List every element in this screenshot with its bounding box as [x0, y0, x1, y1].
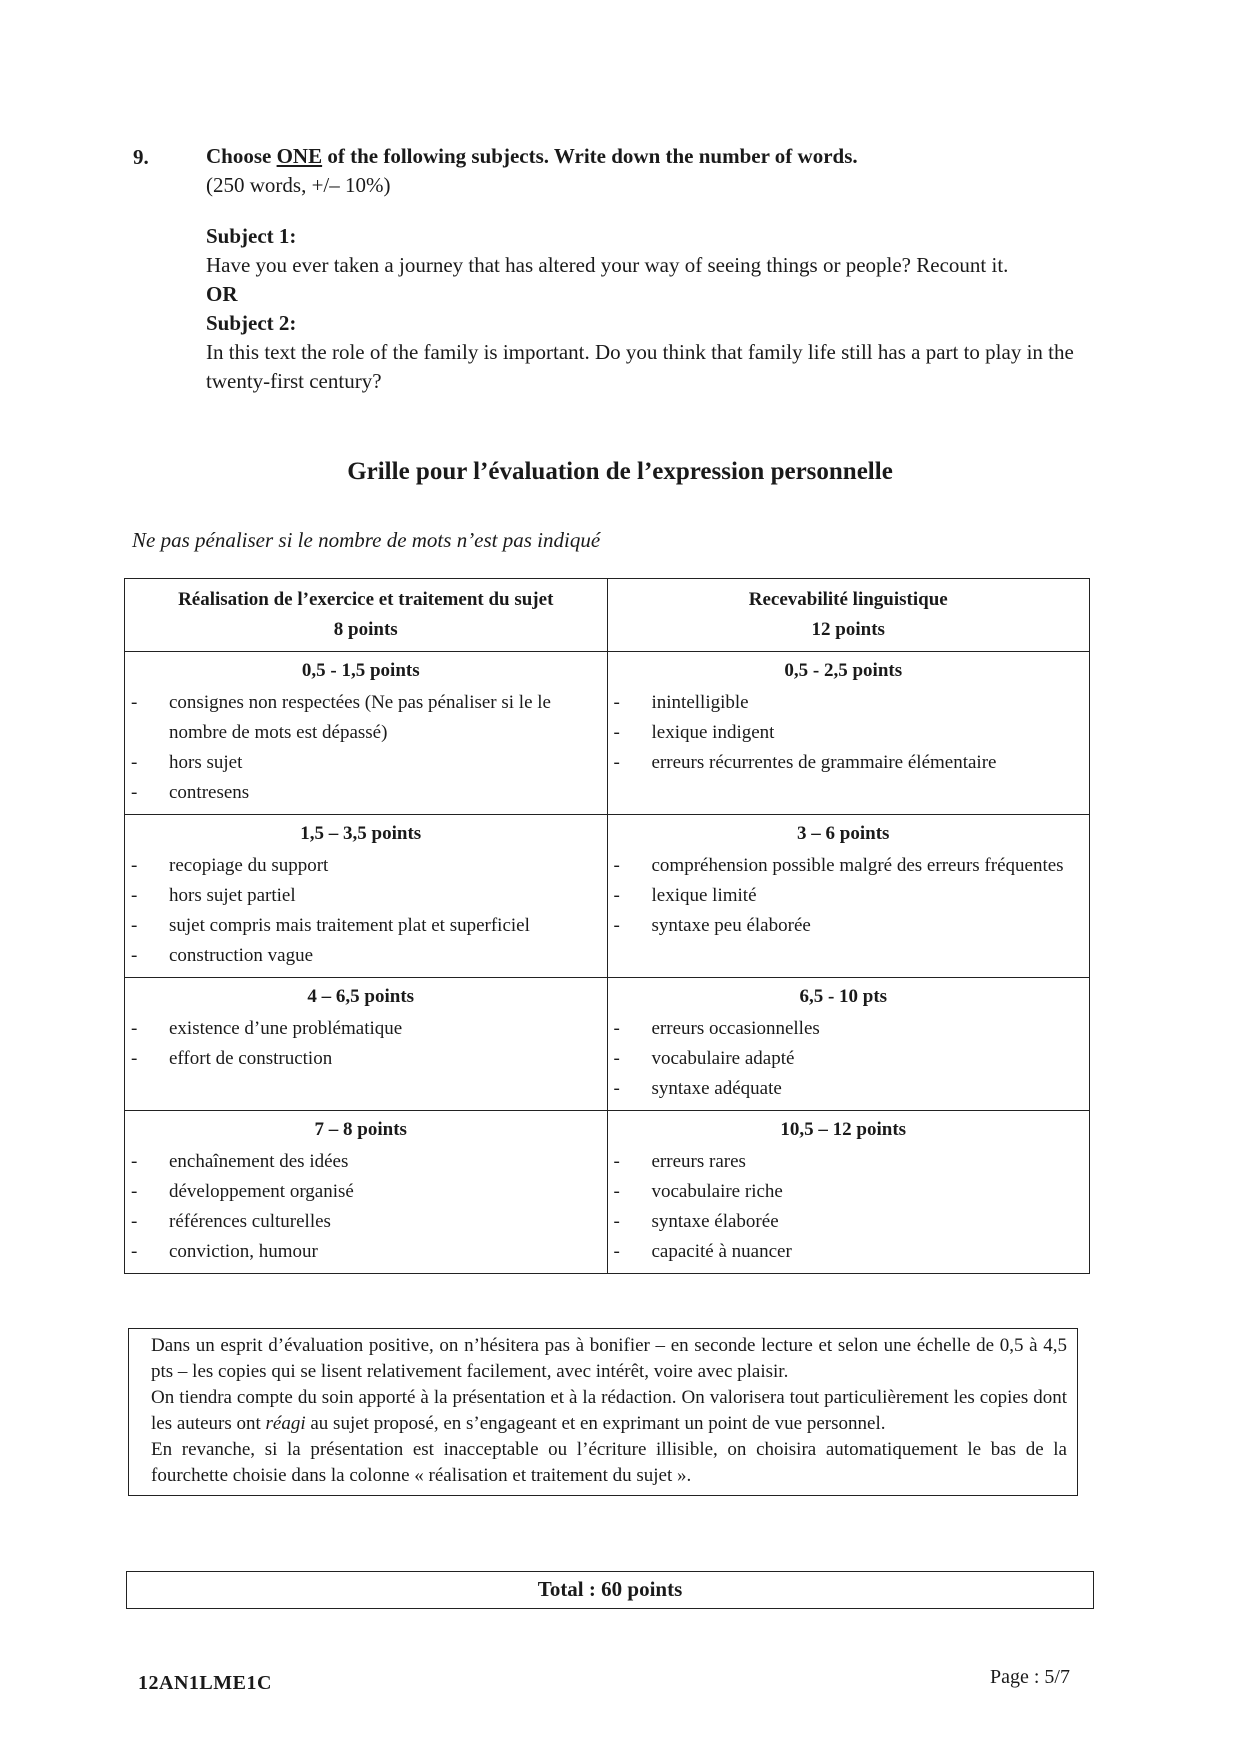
- grid-note: Ne pas pénaliser si le nombre de mots n’est pas indiqué: [132, 528, 601, 552]
- word-count: (250 words, +/– 10%): [206, 173, 391, 197]
- criterion-item: - consignes non respectées (Ne pas pénaliser si le le nombre de mots est dépassé): [125, 688, 597, 748]
- grid-cell-right: [607, 978, 1090, 1111]
- criterion-item: - compréhension possible malgré des erreurs fréquentes: [608, 851, 1080, 881]
- grid-cell-right: [607, 652, 1090, 815]
- grid-cell-left: [125, 815, 608, 978]
- document-code: 12AN1LME1C: [138, 1672, 272, 1694]
- criterion-item: - sujet compris mais traitement plat et superficiel: [125, 911, 597, 941]
- subject2-text: In this text the role of the family is important. Do you think that family life still has a part to play in the twenty-first century?: [206, 340, 1074, 393]
- remark-paragraph: En revanche, si la présentation est inacceptable ou l’écriture illisible, on choisira automatiquement le bas de la fourchette choisie dans la colonne « réalisation et traitement du sujet ».: [151, 1439, 1067, 1486]
- remark-paragraph: Dans un esprit d’évaluation positive, on n’hésitera pas à bonifier – en seconde lecture et selon une échelle de 0,5 à 4,5 pts – les copies qui se lisent relativement facilement, avec intérêt, voire avec plaisir.: [151, 1335, 1067, 1382]
- grid-cell-right: [607, 815, 1090, 978]
- total-box: Total : 60 points: [126, 1571, 1094, 1609]
- criterion-item: - lexique limité: [608, 881, 1080, 911]
- col1-header: Réalisation de l’exercice et traitement du sujet 8 points: [125, 579, 608, 652]
- col2-header: Recevabilité linguistique 12 points: [607, 579, 1090, 652]
- criterion-item: - capacité à nuancer: [608, 1237, 1080, 1267]
- grid-row: [125, 1111, 1090, 1274]
- question-instruction: Choose ONE of the following subjects. Write down the number of words.: [206, 144, 858, 168]
- criterion-item: - existence d’une problématique: [125, 1014, 597, 1044]
- criterion-item: - développement organisé: [125, 1177, 597, 1207]
- criterion-item: - effort de construction: [125, 1044, 597, 1074]
- band-label: 0,5 - 2,5 points: [784, 660, 903, 681]
- criterion-item: - vocabulaire riche: [608, 1177, 1080, 1207]
- band-label: 3 – 6 points: [797, 823, 890, 844]
- grid-cell-right: [607, 1111, 1090, 1274]
- criterion-item: - syntaxe adéquate: [608, 1074, 1080, 1104]
- grid-cell-left: [125, 978, 608, 1111]
- criterion-item: - erreurs rares: [608, 1147, 1080, 1177]
- criterion-item: - références culturelles: [125, 1207, 597, 1237]
- criterion-item: - enchaînement des idées: [125, 1147, 597, 1177]
- band-label: 4 – 6,5 points: [307, 986, 415, 1007]
- evaluation-grid: [124, 578, 1090, 1274]
- band-label: 1,5 – 3,5 points: [300, 823, 422, 844]
- or-label: OR: [206, 282, 238, 306]
- criterion-item: - erreurs récurrentes de grammaire élémentaire: [608, 748, 1080, 778]
- subject1-label: Subject 1:: [206, 224, 297, 248]
- grid-cell-left: [125, 652, 608, 815]
- subject1-text: Have you ever taken a journey that has altered your way of seeing things or people? Recount it.: [206, 253, 1009, 277]
- criterion-item: - construction vague: [125, 941, 597, 971]
- band-label: 7 – 8 points: [314, 1119, 407, 1140]
- band-label: 10,5 – 12 points: [780, 1119, 907, 1140]
- criterion-item: - lexique indigent: [608, 718, 1080, 748]
- page-number: Page : 5/7: [990, 1666, 1070, 1688]
- band-label: 0,5 - 1,5 points: [301, 660, 420, 681]
- criterion-item: - syntaxe élaborée: [608, 1207, 1080, 1237]
- grid-heading: Grille pour l’évaluation de l’expression personnelle: [347, 458, 893, 485]
- grid-row: [125, 815, 1090, 978]
- criterion-item: - vocabulaire adapté: [608, 1044, 1080, 1074]
- grid-cell-left: [125, 1111, 608, 1274]
- grid-row: [125, 652, 1090, 815]
- grid-header-row: [125, 579, 1090, 652]
- criterion-item: - syntaxe peu élaborée: [608, 911, 1080, 941]
- criterion-item: - erreurs occasionnelles: [608, 1014, 1080, 1044]
- remark-paragraph: On tiendra compte du soin apporté à la présentation et à la rédaction. On valorisera tout particulièrement les copies dont les auteurs ont réagi au sujet proposé, en s’engageant et en exprimant un point de vue personnel.: [151, 1387, 1067, 1434]
- criterion-item: - hors sujet: [125, 748, 597, 778]
- question-number: 9.: [133, 145, 149, 169]
- criterion-item: - hors sujet partiel: [125, 881, 597, 911]
- subject2-label: Subject 2:: [206, 311, 297, 335]
- question-block: [206, 142, 1106, 396]
- criterion-item: - conviction, humour: [125, 1237, 597, 1267]
- grid-row: [125, 978, 1090, 1111]
- remarks-box: [128, 1328, 1078, 1496]
- criterion-item: - inintelligible: [608, 688, 1080, 718]
- criterion-item: - contresens: [125, 778, 597, 808]
- band-label: 6,5 - 10 pts: [799, 986, 888, 1007]
- criterion-item: - recopiage du support: [125, 851, 597, 881]
